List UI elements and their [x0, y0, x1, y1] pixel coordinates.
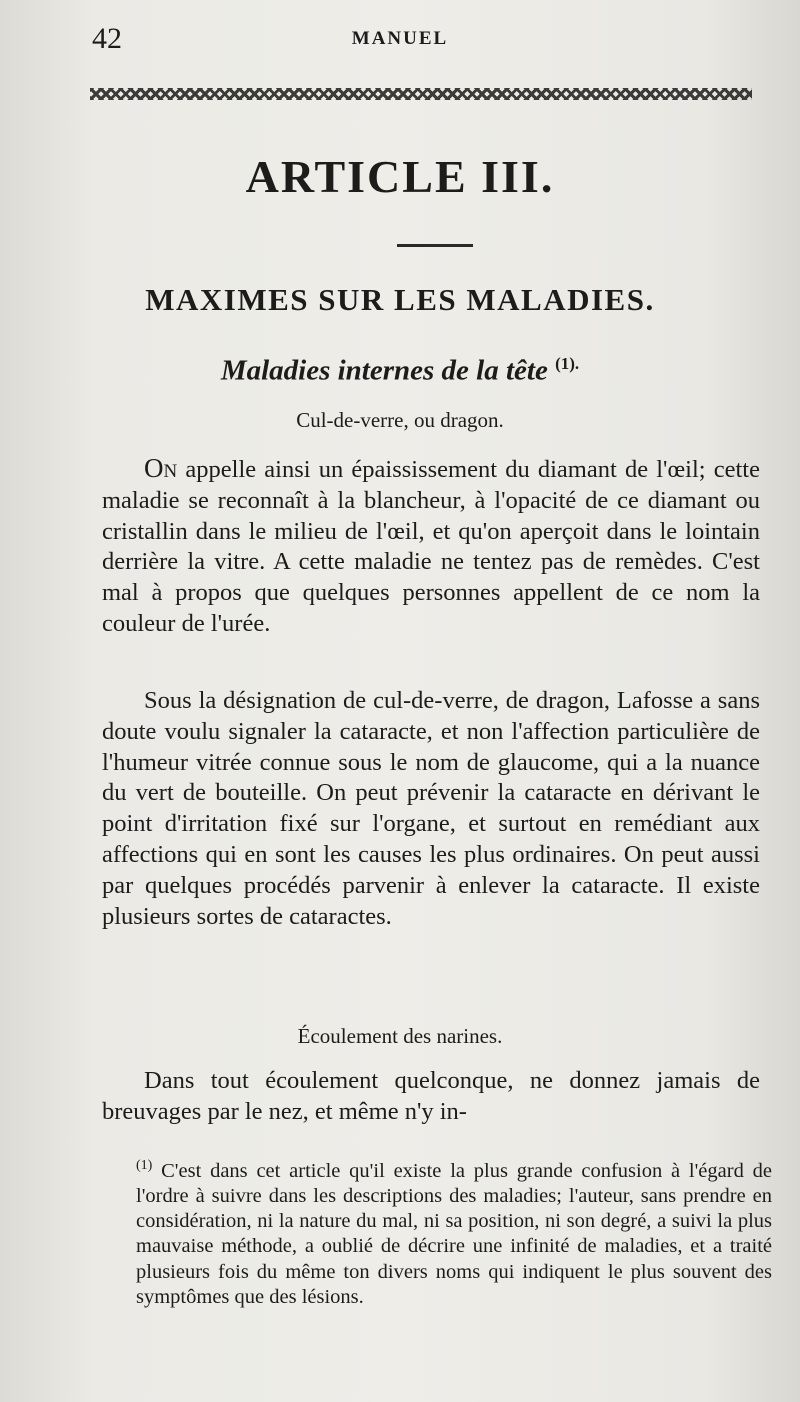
- section-heading: MAXIMES SUR LES MALADIES.: [145, 282, 655, 317]
- footnote-reference: (1).: [555, 354, 580, 373]
- article-heading: ARTICLE III.: [245, 151, 555, 202]
- short-rule: [397, 244, 473, 247]
- running-title: MANUEL: [351, 28, 449, 49]
- paragraph-text: Dans tout écoulement quelconque, ne donnez jamais de breuvages par le nez, et même n'y in-: [102, 1067, 760, 1125]
- subsection-heading: [0, 354, 800, 388]
- topic-heading-ecoulement: Écoulement des narines.: [297, 1024, 503, 1048]
- topic-heading-cul-de-verre: Cul-de-verre, ou dragon.: [296, 408, 504, 432]
- footnote-mark: (1): [136, 1158, 153, 1173]
- paragraph-text: Sous la désignation de cul-de-verre, de dragon, Lafosse a sans doute voulu signaler la cataracte, et non l'affection particulière de l'humeur vitrée connue sous le nom de glaucome, qui a la nuance du vert de bouteille. On peut prévenir la cataracte en dérivant le point d'irritation fixé sur l'organe, et surtout en remédiant aux affections qui en sont les causes les plus ordinaires. On peut aussi par quelques procédés parvenir à enlever la cataracte. Il existe plusieurs sortes de cataractes.: [102, 687, 760, 930]
- paragraph-text: appelle ainsi un épaississement du diamant de l'œil; cette maladie se reconnaît à la blancheur, à l'opacité de ce diamant ou cristallin dans le milieu de l'œil, et qu'on aperçoit dans le lointain derrière la vitre. A cette maladie ne tentez pas de remèdes. C'est mal à propos que quelques personnes appellent de ce nom la couleur de l'urée.: [102, 456, 760, 637]
- lead-word: On: [144, 453, 178, 483]
- footnote: [136, 1153, 772, 1310]
- paragraph-cul-de-verre-1: [102, 453, 760, 640]
- footnote-text: C'est dans cet article qu'il existe la plus grande confusion à l'égard de l'ordre à suivre dans les descriptions des maladies; l'auteur, sans prendre en considération, ni la nature du mal, ni sa position, ni son degré, a suivi la plus mauvaise méthode, a oublié de décrire une infinité de maladies, et a traité plusieurs fois du même ton divers noms qui indiquent le plus souvent des symptômes que des lésions.: [136, 1159, 772, 1308]
- ornamental-rule: [90, 88, 752, 100]
- running-head: [0, 22, 800, 58]
- paragraph-cul-de-verre-2: [102, 686, 760, 932]
- page-number: 42: [92, 22, 122, 55]
- paragraph-ecoulement-1: [102, 1066, 760, 1128]
- subsection-title: Maladies internes de la tête: [220, 354, 548, 387]
